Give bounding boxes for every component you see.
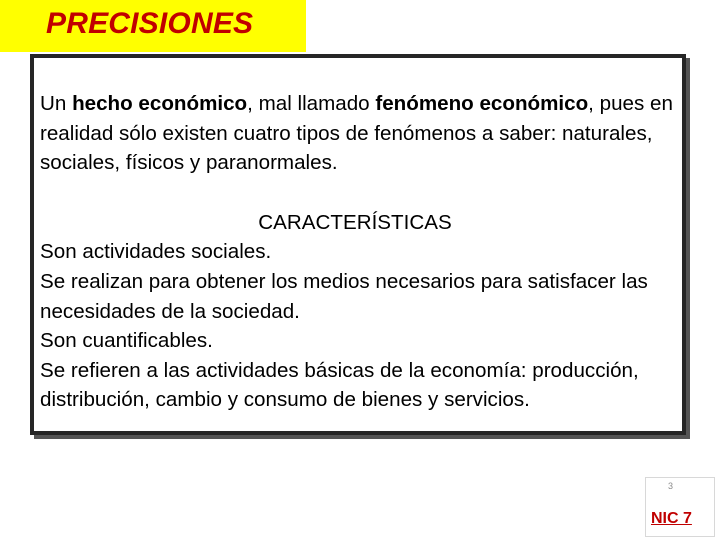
characteristic-item-4: Se refieren a las actividades básicas de la economía: producción, distribución, cambio y consumo de bienes y servicios. [40, 358, 639, 412]
nic-7-link[interactable]: NIC 7 [651, 510, 692, 527]
characteristic-item-1: Son actividades sociales. [40, 240, 272, 264]
intro-text-1: Un [40, 92, 73, 115]
intro-bold-term-1: hecho económico [72, 92, 248, 115]
characteristic-item-3: Son cuantificables. [40, 329, 213, 353]
slide-title: PRECISIONES [46, 7, 254, 40]
characteristics-heading: CARACTERÍSTICAS [258, 210, 452, 234]
slide-number: 3 [668, 481, 674, 491]
intro-text-2: , mal llamado [247, 92, 376, 115]
intro-paragraph [40, 89, 682, 178]
intro-text-3: , pues en realidad sólo existen cuatro tipos de fenómenos a saber: naturales, sociales, físicos y paranormales. [40, 92, 673, 175]
intro-bold-term-2: fenómeno económico [375, 92, 589, 115]
content-box [30, 54, 686, 435]
characteristic-item-2: Se realizan para obtener los medios necesarios para satisfacer las necesidades de la sociedad. [40, 269, 648, 323]
nic-link-box [645, 477, 715, 537]
